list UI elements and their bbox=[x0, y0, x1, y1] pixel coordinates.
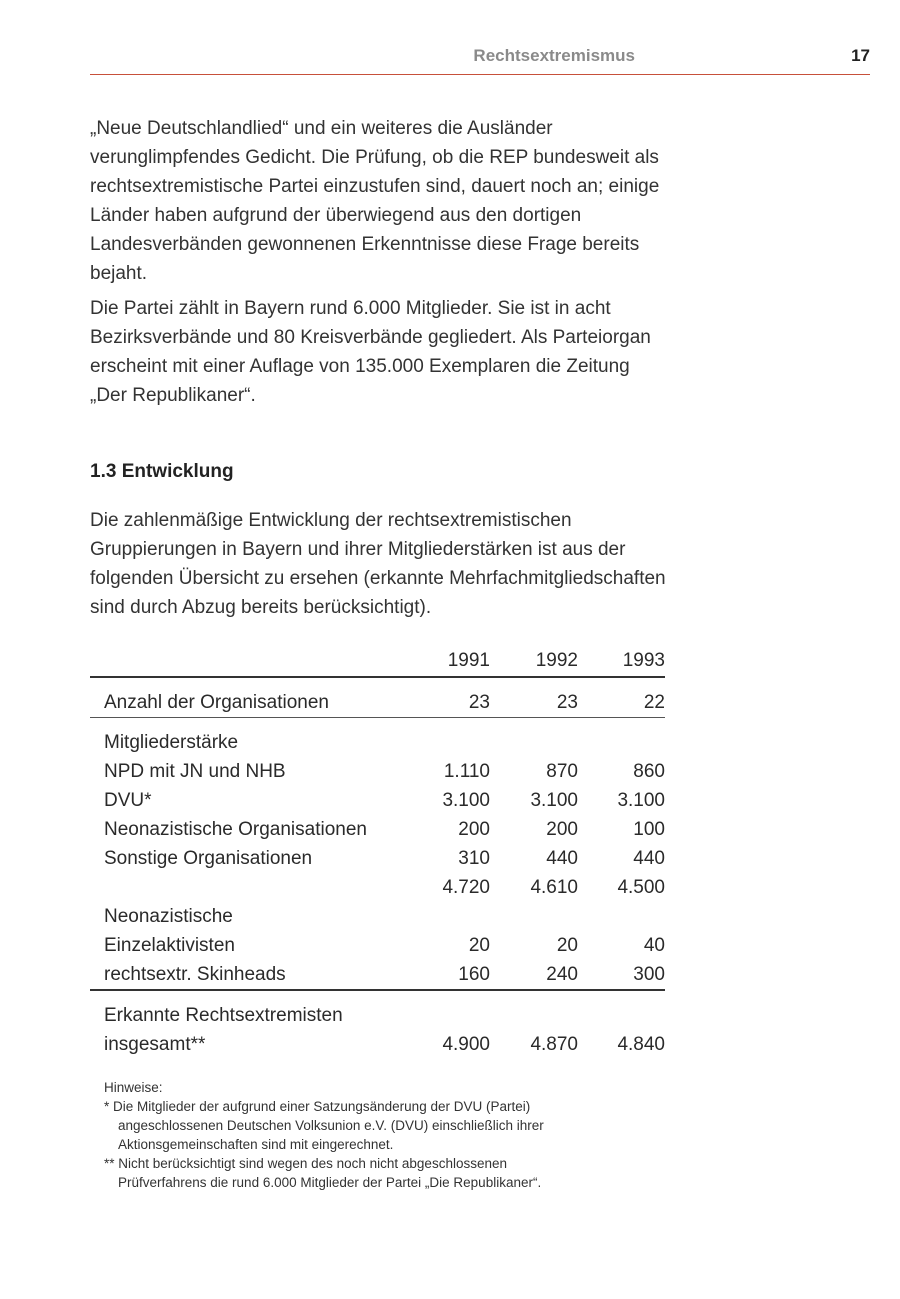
table-header-empty bbox=[90, 646, 402, 677]
table-row bbox=[90, 757, 665, 786]
section-heading bbox=[90, 461, 234, 483]
row-label: rechtsextr. Skinheads bbox=[104, 963, 286, 985]
table-row-total-label bbox=[90, 990, 665, 1030]
table-row-total bbox=[90, 1030, 665, 1059]
cell-value: 200 bbox=[546, 818, 578, 840]
row-label: Neonazistische Organisationen bbox=[104, 818, 367, 840]
page-header bbox=[90, 44, 870, 75]
cell-value: 20 bbox=[556, 934, 578, 956]
table-row bbox=[90, 815, 665, 844]
paragraph-development: Die zahlenmäßige Entwicklung der rechtsextremistischen Gruppierungen in Bayern und ihrer Mitgliederstärken ist aus der folgenden Übersicht zu ersehen (erkannte Mehrfachmitgliedschaften sind durch Abzug bereits berücksichtigt). bbox=[90, 510, 666, 618]
notes-title: Hinweise: bbox=[104, 1080, 163, 1095]
row-label: Einzelaktivisten bbox=[104, 934, 235, 956]
table-row-organisations bbox=[90, 677, 665, 718]
cell-value: 860 bbox=[633, 760, 665, 782]
note-line: ** Nicht berücksichtigt sind wegen des noch nicht abgeschlossenen bbox=[104, 1156, 507, 1171]
cell-value: 310 bbox=[458, 847, 490, 869]
table-row-subtotal bbox=[90, 873, 665, 902]
cell-value: 100 bbox=[633, 818, 665, 840]
cell-value: 1.110 bbox=[443, 760, 490, 782]
cell-value: 440 bbox=[546, 847, 578, 869]
table-row bbox=[90, 902, 665, 931]
cell-value: 20 bbox=[468, 934, 490, 956]
note-line: Prüfverfahrens die rund 6.000 Mitglieder der Partei „Die Republikaner“. bbox=[118, 1175, 542, 1190]
cell-value: 300 bbox=[633, 963, 665, 985]
table-row bbox=[90, 931, 665, 960]
table-row bbox=[90, 960, 665, 990]
cell-value: 160 bbox=[458, 963, 490, 985]
total-value: 4.870 bbox=[530, 1033, 578, 1055]
cell-value: 3.100 bbox=[530, 789, 578, 811]
cell-value: 240 bbox=[546, 963, 578, 985]
total-value: 4.840 bbox=[617, 1033, 665, 1055]
section-number: 1.3 bbox=[90, 461, 117, 482]
year-header: 1993 bbox=[622, 650, 665, 671]
cell-value: 22 bbox=[578, 677, 665, 718]
row-label: DVU* bbox=[104, 789, 152, 811]
total-value: 4.900 bbox=[442, 1033, 490, 1055]
page-number: 17 bbox=[851, 46, 870, 65]
cell-value: 23 bbox=[490, 677, 578, 718]
statistics-table bbox=[90, 646, 665, 1059]
note-line: Aktionsgemeinschaften sind mit eingerechnet. bbox=[118, 1137, 394, 1152]
cell-value: 200 bbox=[458, 818, 490, 840]
cell-value: 23 bbox=[402, 677, 490, 718]
row-label: Neonazistische bbox=[104, 905, 233, 927]
cell-value: 870 bbox=[546, 760, 578, 782]
paragraph-members: Die Partei zählt in Bayern rund 6.000 Mitglieder. Sie ist in acht Bezirksverbände und 80 Kreisverbände gegliedert. Als Parteiorgan erscheint mit einer Auflage von 135.000 Exemplaren die Zeitung „Der Republikaner“. bbox=[90, 298, 651, 406]
table-notes bbox=[104, 1078, 664, 1192]
row-label: insgesamt** bbox=[104, 1033, 206, 1055]
table-header-row bbox=[90, 646, 665, 677]
row-label: Erkannte Rechtsextremisten bbox=[90, 990, 402, 1030]
row-label: Mitgliederstärke bbox=[90, 718, 402, 758]
subtotal-value: 4.500 bbox=[617, 876, 665, 898]
row-label: NPD mit JN und NHB bbox=[104, 760, 286, 782]
cell-value: 3.100 bbox=[617, 789, 665, 811]
running-title: Rechtsextremismus bbox=[473, 46, 635, 65]
subtotal-value: 4.610 bbox=[530, 876, 578, 898]
table-row bbox=[90, 786, 665, 815]
year-header: 1992 bbox=[535, 650, 578, 671]
paragraph-intro: „Neue Deutschlandlied“ und ein weiteres die Ausländer verunglimpfendes Gedicht. Die Prüfung, ob die REP bundesweit als rechtsextremistische Partei einzustufen sind, dauert noch an; einige Länder haben aufgrund der überwiegend aus den dortigen Landesverbänden gewonnenen Erkenntnisse diese Frage bereits bejaht. bbox=[90, 118, 660, 284]
note-line: angeschlossenen Deutschen Volksunion e.V. (DVU) einschließlich ihrer bbox=[118, 1118, 544, 1133]
table-row bbox=[90, 844, 665, 873]
cell-value: 3.100 bbox=[442, 789, 490, 811]
row-label: Sonstige Organisationen bbox=[104, 847, 313, 869]
row-label: Anzahl der Organisationen bbox=[90, 677, 402, 718]
year-header: 1991 bbox=[447, 650, 490, 671]
note-line: * Die Mitglieder der aufgrund einer Satzungsänderung der DVU (Partei) bbox=[104, 1099, 531, 1114]
table-row-membership-heading bbox=[90, 718, 665, 758]
cell-value: 40 bbox=[643, 934, 665, 956]
cell-value: 440 bbox=[633, 847, 665, 869]
subtotal-value: 4.720 bbox=[442, 876, 490, 898]
section-title: Entwicklung bbox=[121, 461, 234, 482]
